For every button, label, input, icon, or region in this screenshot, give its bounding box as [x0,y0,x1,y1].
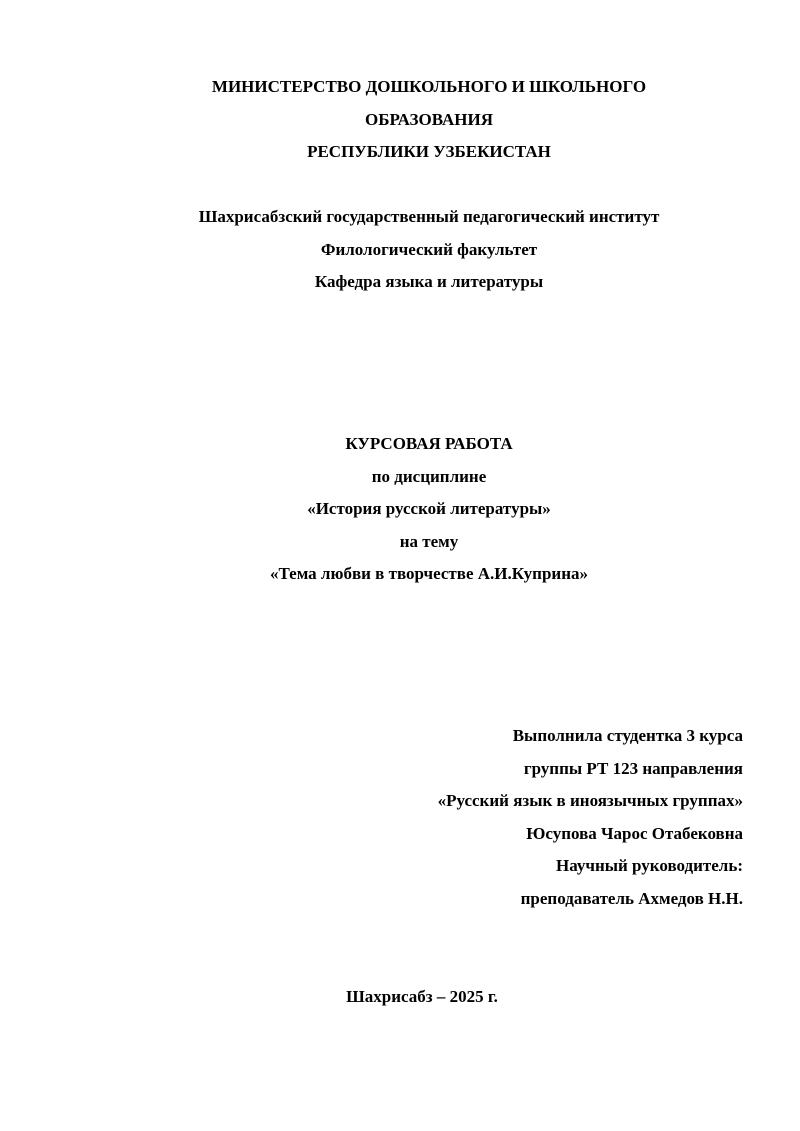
footer-city-year [0,981,800,1014]
institute-name: Шахрисабзский государственный педагогический институт [198,207,660,226]
author-line-3: «Русский язык в иноязычных группах» [437,791,743,810]
city-year: Шахрисабз – 2025 г. [346,987,498,1006]
faculty-name: Филологический факультет [320,239,538,259]
supervisor-name: преподаватель Ахмедов Н.Н. [520,888,743,908]
department-name: Кафедра языка и литературы [314,272,544,291]
supervisor-label: Научный руководитель: [556,856,743,875]
author-info [0,720,800,915]
coursework-title [0,428,800,591]
student-name: Юсупова Чарос Отабековна [526,823,743,843]
ministry-line-2: ОБРАЗОВАНИЯ [365,109,493,129]
discipline-name: «История русской литературы» [307,499,551,518]
topic-prefix: на тему [399,531,459,551]
coursework-type: КУРСОВАЯ РАБОТА [345,434,513,453]
author-line-2: группы РТ 123 направления [523,758,743,778]
ministry-line-3: РЕСПУБЛИКИ УЗБЕКИСТАН [307,142,551,161]
topic-name: «Тема любви в творчестве А.И.Куприна» [269,564,589,583]
ministry-line-1: МИНИСТЕРСТВО ДОШКОЛЬНОГО И ШКОЛЬНОГО [211,77,647,96]
discipline-prefix: по дисциплине [371,466,487,486]
institute-header [0,201,800,299]
author-line-1: Выполнила студентка 3 курса [512,726,743,745]
ministry-header [0,71,800,169]
